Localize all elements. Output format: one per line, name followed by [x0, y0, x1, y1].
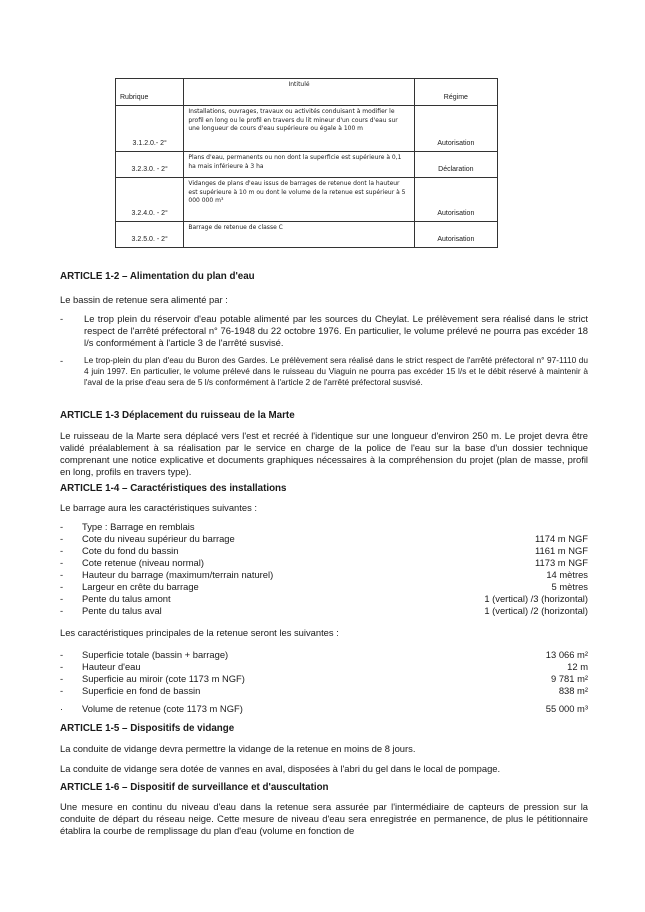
spec-label: Largeur en crête du barrage [82, 581, 199, 592]
regime-cell: Autorisation [414, 178, 497, 222]
spec-value: 838 m² [558, 685, 588, 696]
header-rubrique: Rubrique [116, 79, 184, 106]
spec-label: Type : Barrage en remblais [82, 521, 195, 532]
spec-row: · Volume de retenue (cote 1173 m NGF) 55 000 m³ [60, 703, 588, 714]
table-row [116, 152, 498, 178]
spec-row: - Superficie au miroir (cote 1173 m NGF) 9 781 m² [60, 673, 588, 684]
article-1-4-intro: Le barrage aura les caractéristiques suivantes : [60, 502, 257, 513]
spec-label: Cote du fond du bassin [82, 545, 179, 556]
table-header-row [116, 79, 498, 106]
spec-row: - Type : Barrage en remblais [60, 521, 195, 532]
spec-value: 12 m [567, 661, 588, 672]
article-1-3-text: Le ruisseau de la Marte sera déplacé vers l'est et recréé à l'identique sur une longueur d'environ 250 m. Le projet devra être validé préalablement à sa réalisation par le service en charge de la police de l'eau sur la base d'un dossier technique comprenant une notice explicative et documents graphiques nécessaires à la compréhension du projet (plan de masse, profil en long, profils en travers type). [60, 430, 588, 477]
article-1-4-intro-2: Les caractéristiques principales de la retenue seront les suivantes : [60, 627, 339, 638]
article-1-6-title: ARTICLE 1-6 – Dispositif de surveillance et d'auscultation [60, 782, 329, 793]
intitule-cell: Installations, ouvrages, travaux ou activités conduisant à modifier le profil en long ou le profil en travers du lit mineur d'un cours d'eau sur une longueur de cours d'eau supérieure ou égale à 100 m [184, 106, 414, 152]
spec-label: Volume de retenue (cote 1173 m NGF) [82, 703, 243, 714]
spec-label: Pente du talus amont [82, 593, 171, 604]
spec-row: - Cote retenue (niveau normal) 1173 m NGF [60, 557, 588, 568]
spec-row: - Pente du talus aval 1 (vertical) /2 (horizontal) [60, 605, 588, 616]
article-1-2-bullet-1: Le trop plein du réservoir d'eau potable alimenté par les sources du Cheylat. Le prélèvement sera réalisé dans le strict respect de l'arrêté préfectoral n° 76-1948 du 22 octobre 1976. En particulier, le volume prélevé ne pourra pas excéder 18 l/s conformément à l'article 3 de l'arrêté susvisé. [84, 313, 588, 348]
spec-value: 1174 m NGF [535, 533, 588, 544]
regime-cell: Autorisation [414, 222, 497, 248]
article-1-3-title: ARTICLE 1-3 Déplacement du ruisseau de la Marte [60, 410, 295, 421]
spec-label: Superficie en fond de bassin [82, 685, 201, 696]
rubrique-table [115, 78, 498, 248]
spec-label: Cote retenue (niveau normal) [82, 557, 204, 568]
header-regime: Régime [414, 79, 497, 106]
spec-row: - Cote du fond du bassin 1161 m NGF [60, 545, 588, 556]
spec-value: 55 000 m³ [545, 703, 588, 714]
spec-value: 1173 m NGF [535, 557, 588, 568]
spec-label: Superficie au miroir (cote 1173 m NGF) [82, 673, 245, 684]
spec-row: - Hauteur d'eau 12 m [60, 661, 588, 672]
spec-label: Superficie totale (bassin + barrage) [82, 649, 229, 660]
table-row [116, 222, 498, 248]
spec-row: - Superficie en fond de bassin 838 m² [60, 685, 588, 696]
spec-label: Hauteur du barrage (maximum/terrain naturel) [82, 569, 274, 580]
header-intitule: Intitulé [184, 79, 414, 106]
regime-cell: Déclaration [414, 152, 497, 178]
intitule-cell: Barrage de retenue de classe C [184, 222, 414, 248]
spec-row: - Hauteur du barrage (maximum/terrain naturel) 14 mètres [60, 569, 588, 580]
article-1-2-intro: Le bassin de retenue sera alimenté par : [60, 294, 228, 305]
article-1-6-text: Une mesure en continu du niveau d'eau dans la retenue sera assurée par l'intermédiaire de capteurs de pression sur la conduite de départ du réseau neige. Cette mesure de niveau d'eau sera enregistrée en permanence, de plus le pétitionnaire établira la courbe de remplissage du plan d'eau (volume en fonction de [60, 801, 588, 836]
article-1-5-p2: La conduite de vidange sera dotée de vannes en aval, disposées à l'abri du gel dans le local de pompage. [60, 763, 501, 774]
spec-value: 1 (vertical) /2 (horizontal) [484, 605, 588, 616]
table-row [116, 178, 498, 222]
spec-value: 13 066 m² [545, 649, 588, 660]
spec-value: 5 mètres [551, 581, 588, 592]
spec-value: 9 781 m² [551, 673, 588, 684]
spec-value: 14 mètres [546, 569, 588, 580]
rubrique-cell: 3.2.5.0. - 2° [116, 222, 184, 248]
intitule-cell: Vidanges de plans d'eau issus de barrages de retenue dont la hauteur est supérieure à 10 m ou dont le volume de la retenue est supérieur à 5 000 000 m³ [184, 178, 414, 222]
spec-row: - Pente du talus amont 1 (vertical) /3 (horizontal) [60, 593, 588, 604]
article-1-5-title: ARTICLE 1-5 – Dispositifs de vidange [60, 723, 235, 734]
bullet-dash: - [60, 313, 64, 324]
spec-label: Cote du niveau supérieur du barrage [82, 533, 235, 544]
rubrique-cell: 3.1.2.0.- 2° [116, 106, 184, 152]
spec-row: - Largeur en crête du barrage 5 mètres [60, 581, 588, 592]
article-1-4-title: ARTICLE 1-4 – Caractéristiques des installations [60, 483, 287, 494]
regime-cell: Autorisation [414, 106, 497, 152]
rubrique-cell: 3.2.4.0. - 2° [116, 178, 184, 222]
intitule-cell: Plans d'eau, permanents ou non dont la superficie est supérieure à 0,1 ha mais inférieure à 3 ha [184, 152, 414, 178]
spec-label: Pente du talus aval [82, 605, 162, 616]
article-1-5-p1: La conduite de vidange devra permettre la vidange de la retenue en moins de 8 jours. [60, 743, 416, 754]
rubrique-cell: 3.2.3.0. - 2° [116, 152, 184, 178]
table-row [116, 106, 498, 152]
bullet-dash: - [60, 355, 64, 366]
spec-value: 1 (vertical) /3 (horizontal) [484, 593, 588, 604]
article-1-2-bullet-2: Le trop-plein du plan d'eau du Buron des Gardes. Le prélèvement sera réalisé dans le strict respect de l'arrêté préfectoral n° 97-1110 du 4 juin 1997. En particulier, le volume prélevé dans le ruisseau du Viaguin ne pourra pas excéder 15 l/s et le débit réservé à maintenir à l'aval de la prise d'eau sera de 5 l/s conformément à l'article 2 de l'arrêté préfectoral susvisé. [84, 355, 588, 387]
spec-label: Hauteur d'eau [82, 661, 141, 672]
article-1-2-title: ARTICLE 1-2 – Alimentation du plan d'eau [60, 271, 255, 282]
spec-row: - Superficie totale (bassin + barrage) 13 066 m² [60, 649, 588, 660]
spec-row: - Cote du niveau supérieur du barrage 1174 m NGF [60, 533, 588, 544]
spec-value: 1161 m NGF [535, 545, 588, 556]
